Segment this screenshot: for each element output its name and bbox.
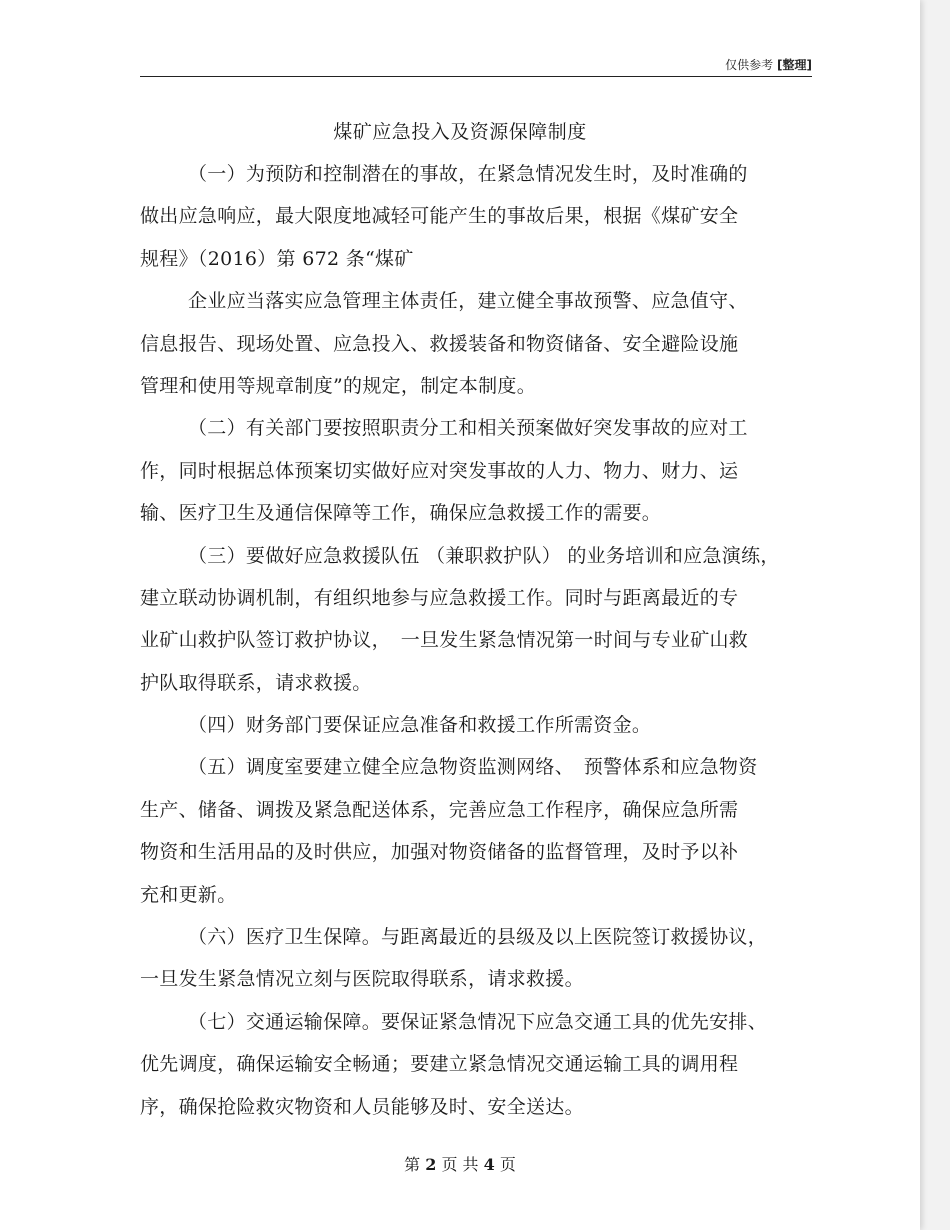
- text-line: 企业应当落实应急管理主体责任，建立健全事故预警、应急值守、: [188, 290, 748, 313]
- text-line: 规程》（2016）第 672 条“煤矿: [140, 247, 414, 270]
- page-footer: [0, 1152, 920, 1175]
- text-line: （七）交通运输保障。要保证紧急情况下应急交通工具的优先安排、: [188, 1010, 768, 1033]
- header-note-tag: [整理]: [777, 58, 812, 72]
- header-divider: [140, 76, 812, 77]
- text-line: 管理和使用等规章制度”的规定，制定本制度。: [140, 374, 537, 397]
- text-line: 生产、储备、调拨及紧急配送体系，完善应急工作程序，确保应急所需: [140, 798, 739, 821]
- text-line: 序，确保抢险救灾物资和人员能够及时、安全送达。: [140, 1095, 584, 1118]
- text-line: 信息报告、现场处置、应急投入、救援装备和物资储备、安全避险设施: [140, 332, 739, 355]
- text-line: 一旦发生紧急情况立刻与医院取得联系，请求救援。: [140, 968, 584, 991]
- document-title: 煤矿应急投入及资源保障制度: [333, 121, 587, 143]
- text-line: 优先调度，确保运输安全畅通；要建立紧急情况交通运输工具的调用程: [140, 1053, 739, 1076]
- document-body: [140, 158, 812, 1133]
- footer-suffix: 页: [499, 1155, 516, 1174]
- text-line: （二）有关部门要按照职责分工和相关预案做好突发事故的应对工: [188, 417, 748, 440]
- text-line: 业矿山救护队签订救护协议， 一旦发生紧急情况第一时间与专业矿山救: [140, 629, 749, 652]
- text-line: 物资和生活用品的及时供应，加强对物资储备的监督管理，及时予以补: [140, 841, 739, 864]
- footer-mid: 页 共: [441, 1155, 479, 1174]
- header-note: [725, 56, 812, 73]
- text-line: 护队取得联系，请求救援。: [140, 671, 372, 694]
- text-line: （三）要做好应急救援队伍 （兼职救护队） 的业务培训和应急演练，: [188, 544, 780, 567]
- header-note-text: 仅供参考: [725, 58, 774, 72]
- footer-prefix: 第: [404, 1155, 421, 1174]
- text-line: 做出应急响应，最大限度地减轻可能产生的事故后果，根据《煤矿安全: [140, 205, 739, 228]
- text-line: 输、医疗卫生及通信保障等工作，确保应急救援工作的需要。: [140, 502, 662, 525]
- text-line: 充和更新。: [140, 883, 237, 906]
- text-line: （五）调度室要建立健全应急物资监测网络、 预警体系和应急物资: [188, 756, 758, 779]
- footer-total-pages: 4: [483, 1155, 495, 1174]
- text-line: （四）财务部门要保证应急准备和救援工作所需资金。: [188, 714, 652, 737]
- text-line: 建立联动协调机制，有组织地参与应急救援工作。同时与距离最近的专: [140, 586, 739, 609]
- text-line: （一）为预防和控制潜在的事故，在紧急情况发生时，及时准确的: [188, 163, 748, 185]
- footer-current-page: 2: [425, 1155, 437, 1174]
- text-line: （六）医疗卫生保障。与距离最近的县级及以上医院签订救援协议，: [188, 926, 768, 949]
- text-line: 作，同时根据总体预案切实做好应对突发事故的人力、物力、财力、运: [140, 459, 739, 482]
